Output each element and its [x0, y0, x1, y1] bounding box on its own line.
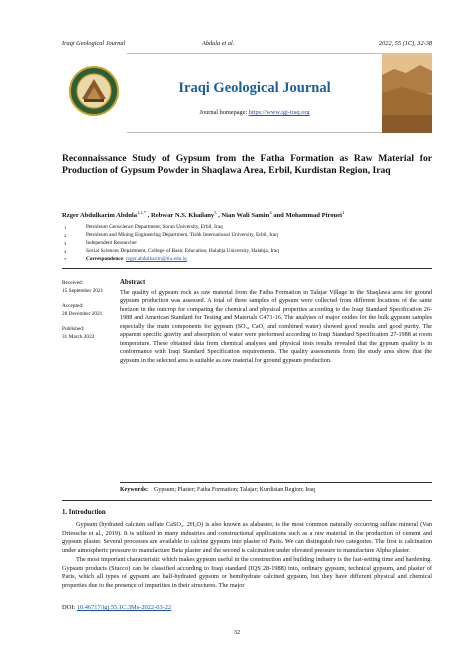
affiliation-text: Social Sciences Department, College of Basic Education, Halabja University, Halabja, Iraq — [86, 248, 279, 254]
affiliation-number: 3 — [64, 241, 67, 246]
body-paragraph: Gypsum (hydrated calcium sulfate CaSO₄. 2H₂O) is also known as alabaster, is the most common naturally occurring sulfate mineral (Van Driessche et al., 2019). It is utilized in many industries and constructional applications such as a raw material in the production of cement and gypsum plaster. Several processes are available to calcine gypsum into plaster of Paris. We can distinguish two categories. The first is calcination under atmospheric pressure to manufacture Beta plaster and the second is calcination under elevated pressure to manufacture Alpha plaster. — [62, 521, 432, 554]
published-date — [62, 326, 114, 341]
keywords-text: Gypsum; Plaster; Fatha Formation; Talajar; Kurdistan Region; Iraq — [154, 487, 315, 493]
author-list — [62, 210, 432, 219]
divider — [62, 268, 432, 269]
received-value: 15 September 2021 — [62, 287, 104, 294]
received-date — [62, 280, 114, 295]
running-head-author: Abdula et al. — [202, 40, 235, 47]
running-head — [62, 40, 432, 50]
accepted-value: 28 December 2021 — [62, 310, 103, 317]
section-heading: 1. Introduction — [62, 509, 106, 516]
page-number: 32 — [233, 629, 241, 636]
author-affiliation-mark: 1 — [341, 210, 345, 215]
homepage-label: Journal homepage: — [199, 109, 249, 116]
author-affiliation-mark: 4 — [269, 210, 272, 215]
author-name: and Mohammad Pirouei — [273, 212, 342, 220]
correspondence-mark: * — [64, 257, 67, 262]
divider — [120, 482, 432, 483]
correspondence-label: Correspondence — [86, 256, 123, 262]
correspondence-email[interactable]: rzger.abdulkarim@tiu.edu.iq — [125, 256, 187, 262]
affiliation-text: Petroleum Geoscience Department, Soran University, Erbil, Iraq — [86, 224, 223, 230]
author-affiliation-mark: 1,2,* — [137, 210, 146, 215]
running-head-journal: Iraqi Geological Journal — [62, 40, 126, 47]
paper-title: Reconnaissance Study of Gypsum from the Fatha Formation as Raw Material for Production of Gypsum Powder in Shaqlawa Area, Erbil, Kurdistan Region, Iraq — [62, 153, 432, 177]
author-affiliation-mark: 3 — [214, 210, 217, 215]
published-value: 31 March 2022 — [62, 333, 95, 340]
divider — [62, 500, 432, 501]
accepted-date — [62, 303, 114, 318]
body-paragraph: The most important characteristic which makes gypsum useful in the construction and building industry is the fast-setting time and hardening. Gypsum products (Stucco) can be classified according to Iraqi standard (IQS 28-1988) into, ordinary gypsum, technical gypsum, and plaster of Paris, which all types of gypsum are half-hydrated gypsum or hemihydrate calcined gypsum, but they have different physical and chemical properties due to the presence of impurities in their structures. The major — [62, 556, 432, 589]
running-head-volume: 2022, 55 (1C), 32-38 — [379, 40, 432, 47]
author-name: Rzger Abdulkarim Abdula — [62, 212, 137, 220]
journal-cover-image — [382, 53, 432, 133]
affiliation-number: 2 — [64, 233, 67, 238]
accepted-label: Accepted: — [62, 303, 84, 309]
doi-line — [62, 604, 171, 611]
affiliation-text: Independent Researcher — [86, 240, 138, 246]
abstract-heading: Abstract — [120, 279, 146, 286]
affiliation-text: Petroleum and Mining Engineering Department, Tishk International University, Erbil, Iraq — [86, 232, 278, 238]
keywords — [120, 487, 432, 493]
doi-label: DOI: — [62, 604, 77, 611]
journal-banner — [62, 53, 432, 135]
journal-logo — [62, 53, 127, 133]
doi-link[interactable]: 10.46717/igj.55.1C.3Ms-2022-03-22 — [76, 604, 172, 611]
published-label: Published: — [62, 326, 85, 332]
journal-title: Iraqi Geological Journal — [178, 80, 331, 96]
received-label: Received: — [62, 280, 84, 286]
affiliation-number: 4 — [64, 249, 67, 254]
journal-homepage — [127, 109, 382, 116]
affiliation-number: 1 — [64, 225, 67, 230]
homepage-link[interactable]: https://www.igj-iraq.org — [248, 109, 310, 116]
author-name: , Rebwar N.S. Khailany — [147, 212, 215, 220]
keywords-label: Keywords: — [120, 487, 148, 493]
author-name: , Nian Wali Samin — [218, 212, 270, 220]
abstract-text: The quality of gypsum rock as raw material from the Fatha Formation in Talajar Village in the Shaqlawa area for ground gypsum production was assessed. A total of three samples of gypsum were collected from different locations of the same horizon in the outcrop for comparing the chemical and physical properties according to the Iraqi Standard Specification 26-1988 and American Standard for Testing and Materials C471-16. The analyses of major oxides for the bulk gypsum samples especially the main components for gypsum (SO₃, CaO, and combined water) showed good results and good purity. The apparent specific gravity and absorption of water were performed according to Iraqi Standard Specification 27-1988 at room temperature. These obtained data from chemical analyses and physical tests results revealed that the gypsum quality is in conformance with Iraqi Standard Specification requirements. The quality assessments from the study area show that the gypsum in the selected area is suitable as raw material for ground gypsum production. — [120, 290, 432, 364]
journal-header-panel — [127, 53, 382, 133]
